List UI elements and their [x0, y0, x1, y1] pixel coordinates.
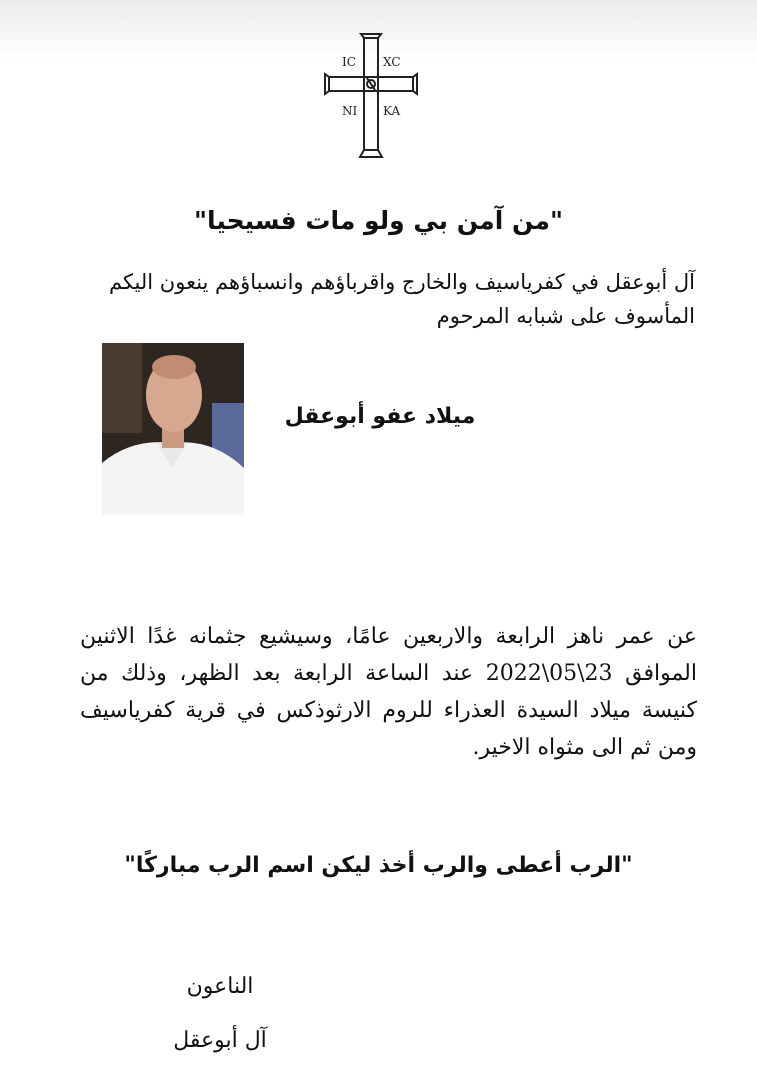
closing-quote: "الرب أعطى والرب أخذ ليكن اسم الرب مباركًا" — [124, 853, 633, 878]
deceased-photo — [102, 343, 244, 515]
signature-block — [160, 960, 280, 1068]
announcement-text: آل أبوعقل في كفرياسيف والخارج واقرباؤهم وانسباؤهم ينعون اليكم المأسوف على شبابه المرحوم — [108, 270, 695, 328]
cross-label-ni: NI — [342, 104, 358, 118]
mourners-label: الناعون — [186, 974, 254, 999]
opening-quote: "من آمن بي ولو مات فسيحيا" — [194, 206, 563, 235]
funeral-details: عن عمر ناهز الرابعة والاربعين عامًا، وسيشيع جثمانه غدًا الاثنين الموافق 23\05\2022 عند الساعة الرابعة بعد الظهر، وذلك من كنيسة ميلاد السيدة العذراء للروم الارثوذكس في قرية كفرياسيف ومن ثم الى مثواه الاخير. — [80, 624, 697, 760]
cross-label-xc: XC — [383, 55, 401, 69]
family-signature: آل أبوعقل — [173, 1028, 267, 1053]
cross-label-ic: IC — [342, 55, 356, 69]
cross-label-ka: KA — [383, 104, 401, 118]
deceased-name: ميلاد عفو أبوعقل — [284, 404, 476, 429]
orthodox-cross-icon — [323, 30, 419, 162]
